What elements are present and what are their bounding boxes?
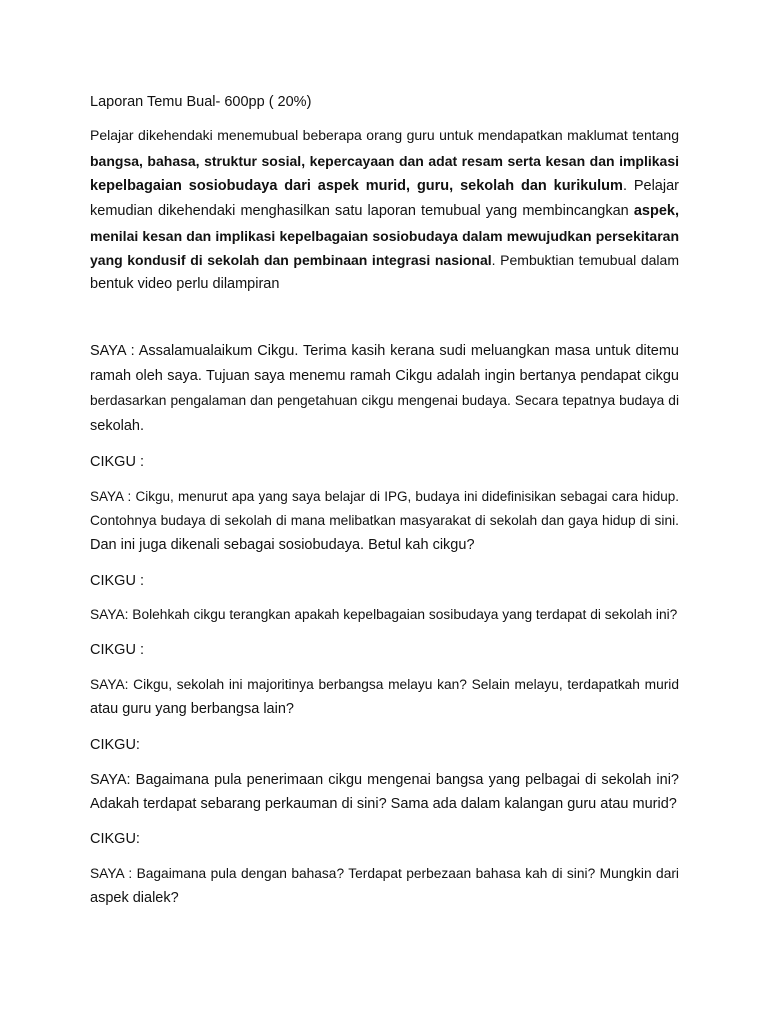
dialogue-saya-2-line-1: SAYA : Cikgu, menurut apa yang saya belajar di IPG, budaya ini didefinisikan sebagai cara hidup.: [90, 489, 679, 504]
dialogue-saya-4-line-1: SAYA: Cikgu, sekolah ini majoritinya berbangsa melayu kan? Selain melayu, terdapatkah murid: [90, 677, 679, 692]
instruction-bold-text: yang kondusif di sekolah dan pembinaan integrasi nasional: [90, 252, 492, 268]
dialogue-saya-3-line-1: SAYA: Bolehkah cikgu terangkan apakah kepelbagaian sosibudaya yang terdapat di sekolah ini?: [90, 607, 678, 622]
dialogue-cikgu-3: CIKGU :: [90, 642, 144, 658]
dialogue-saya-1-line-1: SAYA : Assalamualaikum Cikgu. Terima kasih kerana sudi meluangkan masa untuk ditemu: [90, 343, 679, 359]
dialogue-saya-5-line-1: SAYA: Bagaimana pula penerimaan cikgu mengenai bangsa yang pelbagai di sekolah ini?: [90, 772, 679, 788]
dialogue-cikgu-4: CIKGU:: [90, 737, 140, 753]
dialogue-cikgu-5: CIKGU:: [90, 831, 140, 847]
dialogue-saya-1-line-3: berdasarkan pengalaman dan pengetahuan cikgu mengenai budaya. Secara tepatnya budaya di: [90, 393, 679, 408]
instruction-text: kemudian dikehendaki menghasilkan satu laporan temubual yang membincangkan: [90, 203, 634, 219]
instruction-line-5: [90, 226, 679, 246]
instruction-text: . Pelajar: [622, 178, 679, 194]
dialogue-saya-2-line-2: Contohnya budaya di sekolah di mana melibatkan masyarakat di sekolah dan gaya hidup di sini.: [90, 513, 679, 528]
dialogue-cikgu-1: CIKGU :: [90, 454, 144, 470]
dialogue-saya-1-line-4: sekolah.: [90, 418, 145, 434]
dialogue-cikgu-2: CIKGU :: [90, 573, 144, 589]
instruction-bold-text: kepelbagaian sosiobudaya dari aspek murid, guru, sekolah dan kurikulum: [90, 178, 623, 194]
instruction-line-2: [90, 151, 679, 171]
dialogue-saya-2-line-3: Dan ini juga dikenali sebagai sosiobudaya. Betul kah cikgu?: [90, 537, 475, 553]
instruction-bold-text: menilai kesan dan implikasi kepelbagaian sosiobudaya dalam mewujudkan persekitaran: [90, 228, 679, 244]
instruction-bold-text: aspek,: [633, 203, 679, 219]
dialogue-saya-4-line-2: atau guru yang berbangsa lain?: [90, 701, 294, 717]
instruction-line-3: [90, 176, 679, 196]
instruction-line-4: [90, 201, 679, 221]
dialogue-saya-1-line-2: ramah oleh saya. Tujuan saya menemu ramah Cikgu adalah ingin bertanya pendapat cikgu: [90, 368, 679, 384]
dialogue-saya-6-line-2: aspek dialek?: [90, 890, 179, 906]
instruction-line-6: [90, 250, 679, 270]
dialogue-saya-5-line-2: Adakah terdapat sebarang perkauman di sini? Sama ada dalam kalangan guru atau murid?: [90, 796, 677, 812]
instruction-line-1: Pelajar dikehendaki menemubual beberapa orang guru untuk mendapatkan maklumat tentang: [90, 127, 679, 143]
document-title: Laporan Temu Bual- 600pp ( 20%): [90, 94, 312, 110]
dialogue-saya-6-line-1: SAYA : Bagaimana pula dengan bahasa? Terdapat perbezaan bahasa kah di sini? Mungkin dari: [90, 866, 679, 881]
instruction-text: . Pembuktian temubual dalam: [491, 252, 679, 268]
instruction-line-7: bentuk video perlu dilampiran: [90, 276, 280, 292]
instruction-bold-text: bangsa, bahasa, struktur sosial, kepercayaan dan adat resam serta kesan dan implikasi: [90, 153, 679, 169]
